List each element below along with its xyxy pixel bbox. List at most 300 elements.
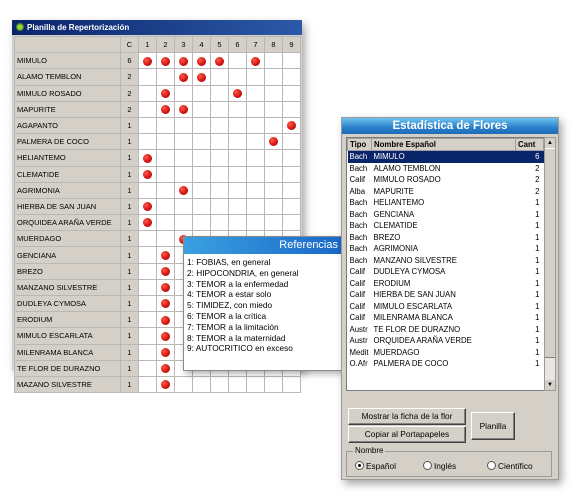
flower-list-row[interactable]: [348, 312, 544, 324]
scroll-up-arrow-icon[interactable]: ▲: [545, 138, 555, 148]
grid-cell[interactable]: [139, 150, 157, 166]
grid-cell[interactable]: [229, 85, 247, 101]
grid-row[interactable]: [15, 134, 301, 150]
grid-header-col: 9: [283, 37, 301, 53]
grid-cell[interactable]: [157, 328, 175, 344]
grid-cell[interactable]: [211, 69, 229, 85]
grid-cell[interactable]: [247, 69, 265, 85]
red-dot-icon: [161, 89, 170, 98]
radio-button-icon[interactable]: [355, 461, 364, 470]
red-dot-icon: [197, 73, 206, 82]
reference-item: 8: TEMOR a la maternidad: [187, 332, 286, 343]
grid-cell[interactable]: [283, 166, 301, 182]
flower-type-cell: Bach: [349, 209, 368, 219]
flower-name-cell[interactable]: ALAMO TEMBLON: [15, 69, 121, 85]
grid-cell[interactable]: [211, 182, 229, 198]
flower-list-row[interactable]: [348, 358, 544, 370]
flower-list-row[interactable]: [348, 289, 544, 301]
grid-cell[interactable]: [139, 263, 157, 279]
red-dot-icon: [161, 283, 170, 292]
grid-cell[interactable]: [193, 376, 211, 392]
red-dot-icon: [287, 121, 296, 130]
flowers-scrollbar[interactable]: [544, 137, 556, 391]
grid-cell[interactable]: [283, 134, 301, 150]
name-group-legend: Nombre: [355, 446, 384, 455]
flower-count-cell: 1: [535, 267, 540, 277]
red-dot-icon: [143, 154, 152, 163]
flower-list-row[interactable]: [348, 232, 544, 244]
grid-header-col: 3: [175, 37, 193, 53]
red-dot-icon: [143, 202, 152, 211]
red-dot-icon: [233, 89, 242, 98]
grid-cell[interactable]: [247, 198, 265, 214]
grid-cell[interactable]: [139, 328, 157, 344]
flower-app-icon: [16, 23, 24, 31]
grid-header-col: 6: [229, 37, 247, 53]
flower-type-cell: Bach: [349, 232, 368, 242]
grid-cell[interactable]: [247, 376, 265, 392]
flowers-listview[interactable]: [346, 137, 545, 391]
flower-name-cell[interactable]: AGRIMONIA: [15, 182, 121, 198]
red-dot-icon: [161, 57, 170, 66]
radio-ingles[interactable]: [423, 461, 456, 471]
grid-row[interactable]: [15, 150, 301, 166]
grid-cell[interactable]: [157, 376, 175, 392]
column-header-tipo[interactable]: Tipo: [348, 139, 372, 151]
grid-cell[interactable]: [229, 117, 247, 133]
flower-type-cell: Calif: [349, 301, 366, 311]
grid-cell[interactable]: [247, 117, 265, 133]
flower-count-cell: 1: [535, 290, 540, 300]
grid-cell[interactable]: [211, 134, 229, 150]
flower-name-cell[interactable]: MANZANO SILVESTRE: [15, 279, 121, 295]
grid-cell[interactable]: [265, 166, 283, 182]
grid-cell[interactable]: [175, 69, 193, 85]
grid-cell[interactable]: [283, 101, 301, 117]
grid-cell[interactable]: [211, 376, 229, 392]
grid-cell[interactable]: [283, 376, 301, 392]
grid-cell[interactable]: [211, 150, 229, 166]
flower-count-cell: 2: [121, 101, 139, 117]
grid-cell[interactable]: [139, 279, 157, 295]
radio-cientifico-label: Científico: [498, 461, 533, 471]
flower-name-cell[interactable]: MUERDAGO: [15, 231, 121, 247]
flower-count-cell: 1: [535, 301, 540, 311]
radio-espanol[interactable]: [355, 461, 396, 471]
radio-cientifico[interactable]: [487, 461, 533, 471]
flower-name-cell[interactable]: PALMERA DE COCO: [15, 134, 121, 150]
flower-name-cell[interactable]: MAZANO SILVESTRE: [15, 376, 121, 392]
reference-item: 4: TEMOR a estar solo: [187, 289, 272, 300]
grid-cell[interactable]: [229, 215, 247, 231]
reference-item: 1: FOBIAS, en general: [187, 257, 271, 267]
flower-count-cell: 1: [121, 296, 139, 312]
grid-cell[interactable]: [265, 215, 283, 231]
grid-cell[interactable]: [283, 53, 301, 69]
flower-list-row[interactable]: [348, 220, 544, 232]
planilla-titlebar[interactable]: [12, 20, 302, 35]
grid-cell[interactable]: [229, 166, 247, 182]
flower-count-cell: 1: [121, 247, 139, 263]
flower-count-cell: 1: [535, 278, 540, 288]
grid-cell[interactable]: [139, 312, 157, 328]
grid-cell[interactable]: [139, 53, 157, 69]
grid-row[interactable]: [15, 53, 301, 69]
grid-row[interactable]: [15, 166, 301, 182]
grid-cell[interactable]: [139, 166, 157, 182]
grid-cell[interactable]: [157, 263, 175, 279]
radio-espanol-label: Español: [366, 461, 396, 471]
flower-name-cell: MUERDAGO: [373, 347, 420, 357]
planilla-button[interactable]: Planilla: [471, 412, 515, 440]
grid-row[interactable]: [15, 182, 301, 198]
grid-cell[interactable]: [265, 150, 283, 166]
flower-list-row[interactable]: [348, 197, 544, 209]
red-dot-icon: [143, 170, 152, 179]
grid-cell[interactable]: [139, 117, 157, 133]
grid-cell[interactable]: [283, 198, 301, 214]
grid-cell[interactable]: [193, 134, 211, 150]
flower-name-cell[interactable]: DUDLEYA CYMOSA: [15, 296, 121, 312]
grid-cell[interactable]: [229, 182, 247, 198]
grid-cell[interactable]: [175, 53, 193, 69]
grid-header-col: 4: [193, 37, 211, 53]
grid-cell[interactable]: [139, 296, 157, 312]
flower-type-cell: Austr: [349, 336, 368, 346]
grid-cell[interactable]: [139, 101, 157, 117]
flower-list-row[interactable]: [348, 243, 544, 255]
referencias-popup: [183, 236, 343, 371]
flower-list-row[interactable]: [348, 174, 544, 186]
scrollbar-thumb[interactable]: [545, 148, 555, 358]
grid-row[interactable]: [15, 198, 301, 214]
grid-cell[interactable]: [139, 231, 157, 247]
scroll-down-arrow-icon[interactable]: ▼: [545, 380, 555, 390]
flower-type-cell: Calif: [349, 290, 366, 300]
grid-cell[interactable]: [193, 198, 211, 214]
red-dot-icon: [161, 105, 170, 114]
flower-count-cell: 1: [535, 313, 540, 323]
flower-count-cell: 2: [121, 85, 139, 101]
grid-header-col: 7: [247, 37, 265, 53]
flower-count-cell: 1: [535, 347, 540, 357]
flower-count-cell: 6: [121, 53, 139, 69]
flower-count-cell: 1: [121, 198, 139, 214]
grid-cell[interactable]: [175, 101, 193, 117]
grid-cell[interactable]: [157, 231, 175, 247]
column-header-nombre[interactable]: Nombre Español: [372, 139, 516, 151]
flower-count-cell: 1: [121, 376, 139, 392]
grid-cell[interactable]: [157, 53, 175, 69]
grid-header-count: C: [121, 37, 139, 53]
flower-name-cell: HELIANTEMO: [373, 198, 425, 208]
flower-name-cell[interactable]: GENCIANA: [15, 247, 121, 263]
grid-cell[interactable]: [265, 376, 283, 392]
column-header-cant[interactable]: Cant: [516, 139, 544, 151]
flower-name-cell: MANZANO SILVESTRE: [373, 255, 457, 265]
grid-cell[interactable]: [211, 85, 229, 101]
flower-name-cell: CLEMATIDE: [373, 221, 418, 231]
radio-button-icon[interactable]: [487, 461, 496, 470]
flower-name-cell[interactable]: TE FLOR DE DURAZNO: [15, 360, 121, 376]
grid-cell[interactable]: [247, 166, 265, 182]
red-dot-icon: [179, 73, 188, 82]
flower-count-cell: 1: [535, 244, 540, 254]
flower-name-cell[interactable]: MIMULO ROSADO: [15, 85, 121, 101]
grid-cell[interactable]: [139, 182, 157, 198]
grid-cell[interactable]: [193, 166, 211, 182]
flower-type-cell: Bach: [348, 151, 372, 163]
grid-cell[interactable]: [139, 247, 157, 263]
grid-cell[interactable]: [193, 85, 211, 101]
flower-name-cell[interactable]: MIMULO ESCARLATA: [15, 328, 121, 344]
grid-cell[interactable]: [157, 117, 175, 133]
grid-cell[interactable]: [139, 344, 157, 360]
flowers-header-row: [348, 139, 544, 151]
flower-list-row[interactable]: [348, 255, 544, 267]
grid-cell[interactable]: [157, 166, 175, 182]
grid-cell[interactable]: [283, 150, 301, 166]
flower-count-cell: 1: [121, 344, 139, 360]
grid-cell[interactable]: [265, 198, 283, 214]
grid-cell[interactable]: [157, 296, 175, 312]
grid-cell[interactable]: [139, 198, 157, 214]
grid-cell[interactable]: [157, 279, 175, 295]
flower-count-cell: 1: [121, 182, 139, 198]
grid-cell[interactable]: [157, 134, 175, 150]
flower-name-cell: PALMERA DE COCO: [373, 359, 449, 369]
grid-cell[interactable]: [157, 69, 175, 85]
flower-count-cell: 6: [516, 151, 544, 163]
grid-cell[interactable]: [247, 182, 265, 198]
grid-cell[interactable]: [265, 53, 283, 69]
flower-name-cell: HIERBA DE SAN JUAN: [373, 290, 456, 300]
flower-name-cell: BREZO: [373, 232, 401, 242]
red-dot-icon: [161, 299, 170, 308]
flower-count-cell: 1: [535, 198, 540, 208]
grid-cell[interactable]: [157, 182, 175, 198]
radio-button-icon[interactable]: [423, 461, 432, 470]
grid-row[interactable]: [15, 117, 301, 133]
grid-cell[interactable]: [265, 134, 283, 150]
flower-list-row[interactable]: [348, 324, 544, 336]
flower-list-row[interactable]: [348, 209, 544, 221]
grid-cell[interactable]: [175, 376, 193, 392]
flower-count-cell: 1: [535, 359, 540, 369]
grid-cell[interactable]: [175, 117, 193, 133]
grid-cell[interactable]: [157, 85, 175, 101]
name-language-group: [346, 446, 552, 477]
flower-count-cell: 1: [535, 232, 540, 242]
grid-cell[interactable]: [229, 101, 247, 117]
flower-type-cell: O.Afr: [349, 359, 368, 369]
reference-item: 9: AUTOCRITICO en exceso: [187, 343, 293, 354]
grid-cell[interactable]: [175, 85, 193, 101]
grid-row[interactable]: [15, 215, 301, 231]
grid-cell[interactable]: [211, 101, 229, 117]
grid-row[interactable]: [15, 101, 301, 117]
flower-name-cell[interactable]: HELIANTEMO: [15, 150, 121, 166]
grid-row[interactable]: [15, 85, 301, 101]
red-dot-icon: [251, 57, 260, 66]
grid-cell[interactable]: [157, 247, 175, 263]
grid-cell[interactable]: [265, 69, 283, 85]
red-dot-icon: [161, 380, 170, 389]
radio-ingles-label: Inglés: [434, 461, 457, 471]
flower-name-cell: ALAMO TEMBLON: [373, 163, 441, 173]
grid-header-col: 2: [157, 37, 175, 53]
flower-count-cell: 1: [121, 279, 139, 295]
grid-cell[interactable]: [175, 182, 193, 198]
grid-cell[interactable]: [229, 134, 247, 150]
grid-cell[interactable]: [157, 344, 175, 360]
flower-list-row[interactable]: [348, 266, 544, 278]
grid-cell[interactable]: [193, 101, 211, 117]
grid-cell[interactable]: [211, 53, 229, 69]
grid-cell[interactable]: [229, 69, 247, 85]
grid-cell[interactable]: [265, 85, 283, 101]
flower-name-cell: ERODIUM: [373, 278, 411, 288]
flower-list-row[interactable]: [348, 347, 544, 359]
flower-count-cell: 1: [121, 117, 139, 133]
flower-name-cell[interactable]: BREZO: [15, 263, 121, 279]
flower-type-cell: Bach: [349, 255, 368, 265]
flower-name-cell[interactable]: HIERBA DE SAN JUAN: [15, 198, 121, 214]
grid-cell[interactable]: [211, 215, 229, 231]
grid-cell[interactable]: [229, 150, 247, 166]
grid-cell[interactable]: [265, 117, 283, 133]
grid-cell[interactable]: [283, 117, 301, 133]
grid-cell[interactable]: [211, 198, 229, 214]
flower-count-cell: 1: [121, 150, 139, 166]
grid-cell[interactable]: [229, 53, 247, 69]
flower-name-cell[interactable]: MIMULO: [15, 53, 121, 69]
grid-cell[interactable]: [157, 101, 175, 117]
red-dot-icon: [179, 105, 188, 114]
flower-name-cell[interactable]: AGAPANTO: [15, 117, 121, 133]
flower-list-row[interactable]: [348, 186, 544, 198]
flower-type-cell: Bach: [349, 244, 368, 254]
flower-name-cell[interactable]: CLEMATIDE: [15, 166, 121, 182]
grid-cell[interactable]: [157, 198, 175, 214]
reference-item: 5: TIMIDEZ, con miedo: [187, 300, 273, 311]
grid-cell[interactable]: [193, 117, 211, 133]
grid-row[interactable]: [15, 69, 301, 85]
flower-name-cell[interactable]: MILENRAMA BLANCA: [15, 344, 121, 360]
grid-row[interactable]: [15, 376, 301, 392]
grid-cell[interactable]: [139, 134, 157, 150]
grid-cell[interactable]: [211, 117, 229, 133]
flower-type-cell: Austr: [349, 324, 368, 334]
red-dot-icon: [179, 186, 188, 195]
flower-name-cell[interactable]: ERODIUM: [15, 312, 121, 328]
flower-count-cell: 1: [535, 324, 540, 334]
estadistica-title[interactable]: Estadística de Flores: [342, 118, 558, 134]
grid-cell[interactable]: [157, 215, 175, 231]
copy-to-clipboard-button[interactable]: Copiar al Portapapeles: [348, 426, 466, 443]
flower-count-cell: 2: [535, 163, 540, 173]
flower-name-cell: ORQUIDEA ARAÑA VERDE: [373, 336, 472, 346]
flower-list-row[interactable]: [348, 151, 544, 163]
grid-cell[interactable]: [247, 134, 265, 150]
grid-cell[interactable]: [193, 182, 211, 198]
red-dot-icon: [161, 316, 170, 325]
grid-cell[interactable]: [283, 182, 301, 198]
grid-cell[interactable]: [139, 215, 157, 231]
grid-cell[interactable]: [193, 69, 211, 85]
flower-list-row[interactable]: [348, 335, 544, 347]
grid-cell[interactable]: [193, 150, 211, 166]
grid-cell[interactable]: [247, 150, 265, 166]
grid-cell[interactable]: [247, 215, 265, 231]
flower-count-cell: 1: [535, 336, 540, 346]
estadistica-window: [341, 117, 559, 480]
flower-count-cell: 2: [535, 175, 540, 185]
flower-name-cell[interactable]: ORQUIDEA ARAÑA VERDE: [15, 215, 121, 231]
grid-cell[interactable]: [229, 198, 247, 214]
grid-header-blank: [15, 37, 121, 53]
grid-cell[interactable]: [139, 85, 157, 101]
reference-item: 6: TEMOR a la crítica: [187, 310, 267, 321]
grid-cell[interactable]: [229, 376, 247, 392]
red-dot-icon: [143, 218, 152, 227]
flower-name-cell[interactable]: MAPURITE: [15, 101, 121, 117]
grid-cell[interactable]: [157, 312, 175, 328]
grid-cell[interactable]: [139, 376, 157, 392]
red-dot-icon: [161, 348, 170, 357]
grid-cell[interactable]: [139, 360, 157, 376]
grid-cell[interactable]: [175, 150, 193, 166]
grid-cell[interactable]: [265, 182, 283, 198]
grid-cell[interactable]: [175, 166, 193, 182]
grid-header-col: 5: [211, 37, 229, 53]
flower-name-cell: GENCIANA: [373, 209, 415, 219]
grid-cell[interactable]: [175, 215, 193, 231]
referencias-title: Referencias: [184, 237, 342, 254]
grid-header-col: 1: [139, 37, 157, 53]
grid-cell[interactable]: [175, 198, 193, 214]
grid-cell[interactable]: [157, 150, 175, 166]
grid-cell[interactable]: [283, 85, 301, 101]
red-dot-icon: [161, 332, 170, 341]
grid-cell[interactable]: [283, 215, 301, 231]
grid-cell[interactable]: [247, 53, 265, 69]
flower-count-cell: 1: [535, 209, 540, 219]
grid-cell[interactable]: [193, 53, 211, 69]
flower-count-cell: 1: [121, 215, 139, 231]
red-dot-icon: [215, 57, 224, 66]
reference-item: 2: HIPOCONDRIA, en general: [187, 267, 299, 278]
grid-cell[interactable]: [247, 101, 265, 117]
flower-list-row[interactable]: [348, 163, 544, 175]
show-flower-card-button[interactable]: Mostrar la ficha de la flor: [348, 408, 466, 425]
flower-name-cell: AGRIMONIA: [373, 244, 419, 254]
grid-cell[interactable]: [283, 69, 301, 85]
grid-cell[interactable]: [211, 166, 229, 182]
grid-cell[interactable]: [139, 69, 157, 85]
grid-cell[interactable]: [265, 101, 283, 117]
flower-count-cell: 1: [121, 166, 139, 182]
grid-cell[interactable]: [247, 85, 265, 101]
grid-cell[interactable]: [175, 134, 193, 150]
red-dot-icon: [161, 364, 170, 373]
flower-count-cell: 1: [121, 360, 139, 376]
grid-cell[interactable]: [157, 360, 175, 376]
flower-list-row[interactable]: [348, 278, 544, 290]
grid-cell[interactable]: [193, 215, 211, 231]
flower-list-row[interactable]: [348, 301, 544, 313]
flower-count-cell: 1: [121, 263, 139, 279]
